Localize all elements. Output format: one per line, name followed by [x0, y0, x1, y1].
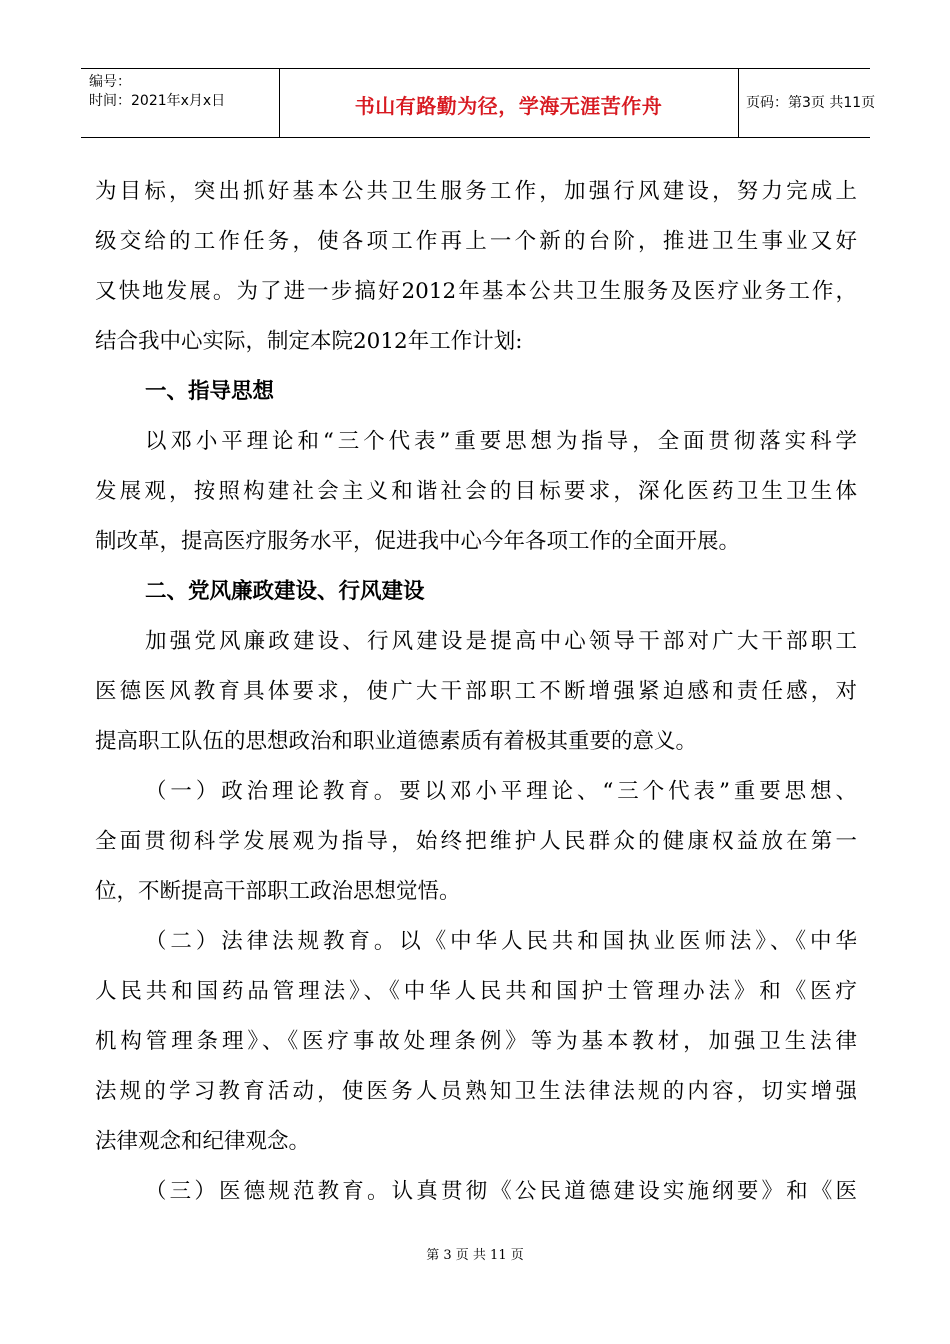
page-header	[81, 68, 876, 138]
paragraph-line: 全面贯彻科学发展观为指导，始终把维护人民群众的健康权益放在第一	[95, 829, 857, 854]
document-code-label: 编号：	[89, 74, 131, 90]
paragraph-line: 提高职工队伍的思想政治和职业道德素质有着极其重要的意义。	[95, 729, 698, 754]
page-footer-number: 第 3 页 共 11 页	[426, 1248, 524, 1263]
paragraph-line: 加强党风廉政建设、行风建设是提高中心领导干部对广大干部职工	[145, 629, 857, 654]
paragraph-line: 医德医风教育具体要求，使广大干部职工不断增强紧迫感和责任感，对	[95, 679, 857, 704]
paragraph-line: 发展观，按照构建社会主义和谐社会的目标要求，深化医药卫生卫生体	[95, 479, 857, 504]
paragraph-line: 人民共和国药品管理法》、《中华人民共和国护士管理办法》和《医疗	[95, 979, 857, 1004]
section-heading-party-conduct: 二、党风廉政建设、行风建设	[145, 579, 425, 604]
paragraph-line: 级交给的工作任务，使各项工作再上一个新的台阶，推进卫生事业又好	[95, 229, 857, 254]
paragraph-line: 位，不断提高干部职工政治思想觉悟。	[95, 879, 461, 904]
paragraph-line: 法律观念和纪律观念。	[95, 1129, 311, 1154]
paragraph-line: 机构管理条理》、《医疗事故处理条例》等为基本教材，加强卫生法律	[95, 1029, 857, 1054]
paragraph-line: 为目标，突出抓好基本公共卫生服务工作，加强行风建设，努力完成上	[95, 179, 857, 204]
header-motto: 书山有路勤为径，学海无涯苦作舟	[354, 94, 663, 118]
header-motto-cell	[279, 69, 739, 137]
header-page-number: 页码：第3页 共11页	[746, 95, 876, 111]
paragraph-line: 法规的学习教育活动，使医务人员熟知卫生法律法规的内容，切实增强	[95, 1079, 857, 1104]
paragraph-line: 以邓小平理论和“三个代表”重要思想为指导，全面贯彻落实科学	[145, 429, 857, 454]
header-page-cell	[738, 69, 876, 137]
document-time-label: 时间：2021年x月x日	[89, 93, 226, 109]
paragraph-line: （三）医德规范教育。认真贯彻《公民道德建设实施纲要》和《医	[145, 1179, 857, 1204]
section-heading-guiding-ideology: 一、指导思想	[145, 379, 275, 404]
paragraph-line: 制改革，提高医疗服务水平，促进我中心今年各项工作的全面开展。	[95, 529, 741, 554]
paragraph-line: 又快地发展。为了进一步搞好2012年基本公共卫生服务及医疗业务工作，	[95, 279, 857, 304]
paragraph-line: 结合我中心实际，制定本院2012年工作计划:	[95, 329, 523, 354]
header-meta-cell	[81, 69, 280, 137]
paragraph-line: （一）政治理论教育。要以邓小平理论、“三个代表”重要思想、	[145, 779, 857, 804]
paragraph-line: （二）法律法规教育。以《中华人民共和国执业医师法》、《中华	[145, 929, 857, 954]
